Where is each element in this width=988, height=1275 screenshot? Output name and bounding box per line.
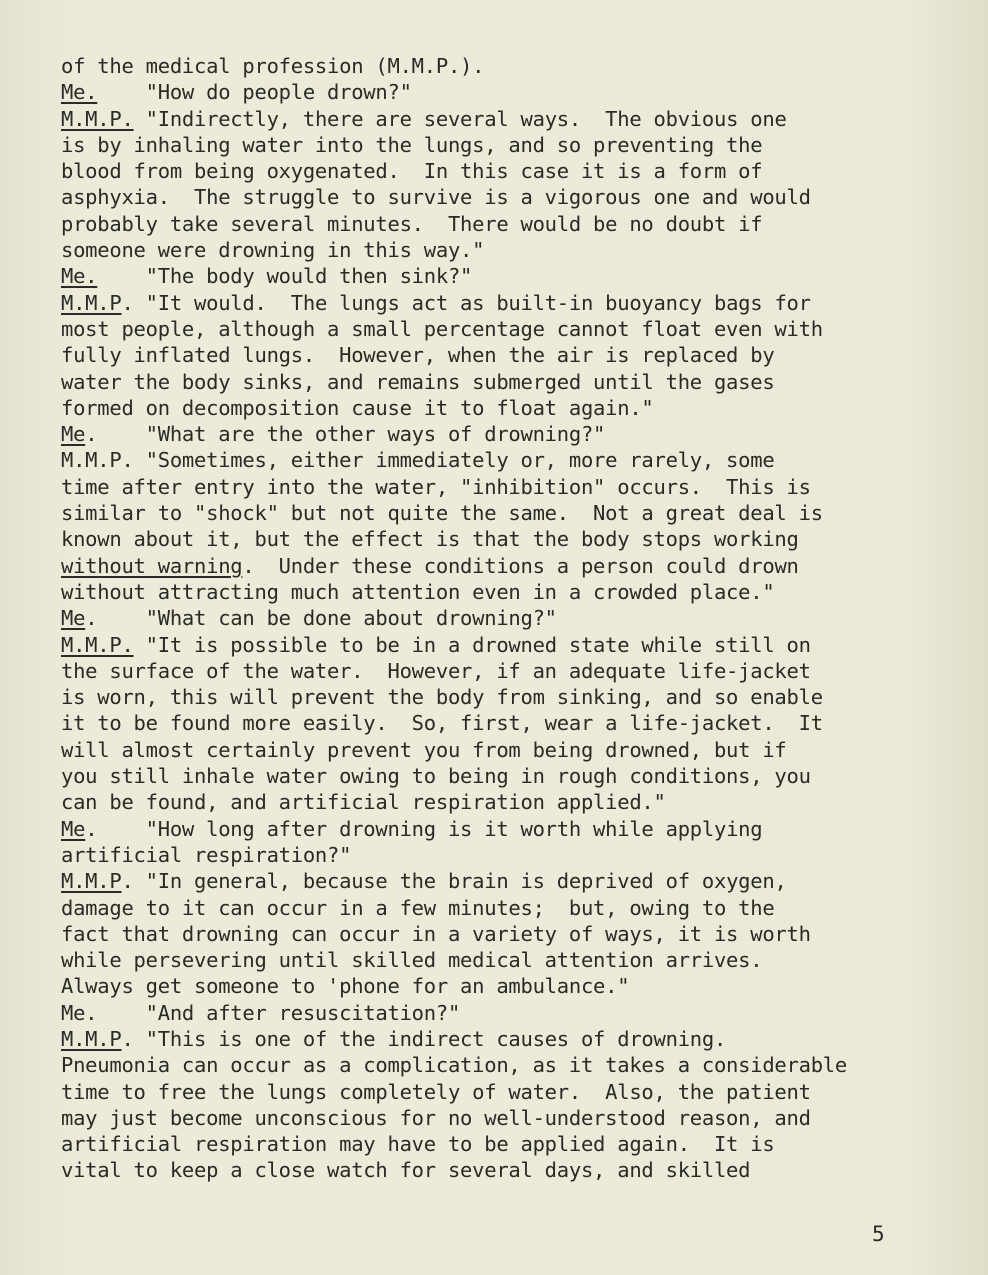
speaker-label: M.M.P <box>61 290 122 315</box>
line-text: the surface of the water. However, if an adequate life-jacket <box>61 658 811 683</box>
line-text: damage to it can occur in a few minutes; but, owing to the <box>61 895 775 920</box>
speaker-label: M.M.P. <box>61 106 134 131</box>
page-number: 5 <box>872 1222 885 1246</box>
line-text: . "In general, because the brain is deprived of oxygen, <box>121 869 787 894</box>
speaker-label: M.M.P <box>61 1026 122 1051</box>
line-text: someone were drowning in this way." <box>61 238 485 263</box>
text-line <box>61 763 961 789</box>
text-line <box>61 342 961 368</box>
line-text: . Under these conditions a person could drown <box>242 553 799 578</box>
text-line <box>61 605 961 631</box>
text-line <box>61 421 961 447</box>
text-line <box>61 1052 961 1078</box>
text-line <box>61 973 961 999</box>
line-text: Me. "And after resuscitation?" <box>61 1000 461 1025</box>
line-text: time to free the lungs completely of water. Also, the patient <box>61 1079 811 1104</box>
text-line <box>61 684 961 710</box>
line-text: "How do people drown?" <box>97 80 412 105</box>
line-text: is by inhaling water into the lungs, and so preventing the <box>61 132 763 157</box>
speaker-label: Me <box>61 816 86 841</box>
text-line <box>61 1079 961 1105</box>
text-line <box>61 1157 961 1183</box>
line-text: may just become unconscious for no well-understood reason, and <box>61 1105 811 1130</box>
text-line <box>61 211 961 237</box>
text-line <box>61 158 961 184</box>
text-line <box>61 842 961 868</box>
text-line <box>61 789 961 815</box>
text-line <box>61 53 961 79</box>
speaker-label: M.M.P. <box>61 632 134 657</box>
text-line <box>61 263 961 289</box>
text-line <box>61 1105 961 1131</box>
speaker-label: Me. <box>61 80 98 105</box>
text-line <box>61 921 961 947</box>
line-text: M.M.P. "Sometimes, either immediately or, more rarely, some <box>61 448 775 473</box>
line-text: known about it, but the effect is that the body stops working <box>61 527 799 552</box>
speaker-label: Me. <box>61 264 98 289</box>
line-text: of the medical profession (M.M.P.). <box>61 54 485 78</box>
line-text: probably take several minutes. There would be no doubt if <box>61 211 763 236</box>
line-text: . "What are the other ways of drowning?" <box>85 422 606 447</box>
text-line <box>61 500 961 526</box>
line-text: while persevering until skilled medical attention arrives. <box>61 948 763 973</box>
line-text: similar to "shock" but not quite the same. Not a great deal is <box>61 501 823 526</box>
line-text: fact that drowning can occur in a variety of ways, it is worth <box>61 921 811 946</box>
text-line <box>61 1026 961 1052</box>
text-line <box>61 474 961 500</box>
text-line <box>61 447 961 473</box>
line-text: formed on decomposition cause it to float again." <box>61 395 654 420</box>
line-text: blood from being oxygenated. In this case it is a form of <box>61 159 763 184</box>
line-text: it to be found more easily. So, first, wear a life-jacket. It <box>61 711 823 736</box>
text-line <box>61 579 961 605</box>
line-text: . "This is one of the indirect causes of drowning. <box>121 1026 727 1051</box>
body-text <box>61 53 961 1184</box>
text-line <box>61 132 961 158</box>
text-line <box>61 1000 961 1026</box>
speaker-label: M.M.P <box>61 869 122 894</box>
line-text: asphyxia. The struggle to survive is a vigorous one and would <box>61 185 811 210</box>
text-line <box>61 316 961 342</box>
text-line <box>61 632 961 658</box>
text-line <box>61 868 961 894</box>
text-line <box>61 106 961 132</box>
text-line <box>61 947 961 973</box>
line-text: . "It would. The lungs act as built-in buoyancy bags for <box>121 290 811 315</box>
text-line <box>61 553 961 579</box>
line-text: . "How long after drowning is it worth while applying <box>85 816 763 841</box>
text-line <box>61 737 961 763</box>
line-text: time after entry into the water, "inhibition" occurs. This is <box>61 474 811 499</box>
text-line <box>61 658 961 684</box>
line-text: is worn, this will prevent the body from sinking, and so enable <box>61 685 823 710</box>
line-text: artificial respiration may have to be applied again. It is <box>61 1132 775 1157</box>
line-text: artificial respiration?" <box>61 842 352 867</box>
text-line <box>61 816 961 842</box>
line-text: vital to keep a close watch for several days, and skilled <box>61 1158 751 1183</box>
line-text: can be found, and artificial respiration applied." <box>61 790 666 815</box>
line-text: without attracting much attention even in a crowded place." <box>61 579 775 604</box>
emphasis-text: without warning <box>61 553 243 578</box>
line-text: Always get someone to 'phone for an ambulance." <box>61 974 630 999</box>
speaker-label: Me <box>61 606 86 631</box>
line-text: "The body would then sink?" <box>97 264 473 289</box>
line-text: you still inhale water owing to being in rough conditions, you <box>61 764 811 789</box>
text-line <box>61 710 961 736</box>
text-line <box>61 1131 961 1157</box>
line-text: "It is possible to be in a drowned state while still on <box>133 632 811 657</box>
line-text: most people, although a small percentage cannot float even with <box>61 316 823 341</box>
text-line <box>61 526 961 552</box>
line-text: fully inflated lungs. However, when the air is replaced by <box>61 343 775 368</box>
text-line <box>61 895 961 921</box>
text-line <box>61 290 961 316</box>
line-text: Pneumonia can occur as a complication, as it takes a considerable <box>61 1053 847 1078</box>
line-text: water the body sinks, and remains submerged until the gases <box>61 369 775 394</box>
text-line <box>61 184 961 210</box>
text-line <box>61 79 961 105</box>
line-text: . "What can be done about drowning?" <box>85 606 557 631</box>
line-text: "Indirectly, there are several ways. The obvious one <box>133 106 787 131</box>
text-line <box>61 237 961 263</box>
text-line <box>61 395 961 421</box>
line-text: will almost certainly prevent you from being drowned, but if <box>61 737 787 762</box>
text-line <box>61 369 961 395</box>
speaker-label: Me <box>61 422 86 447</box>
